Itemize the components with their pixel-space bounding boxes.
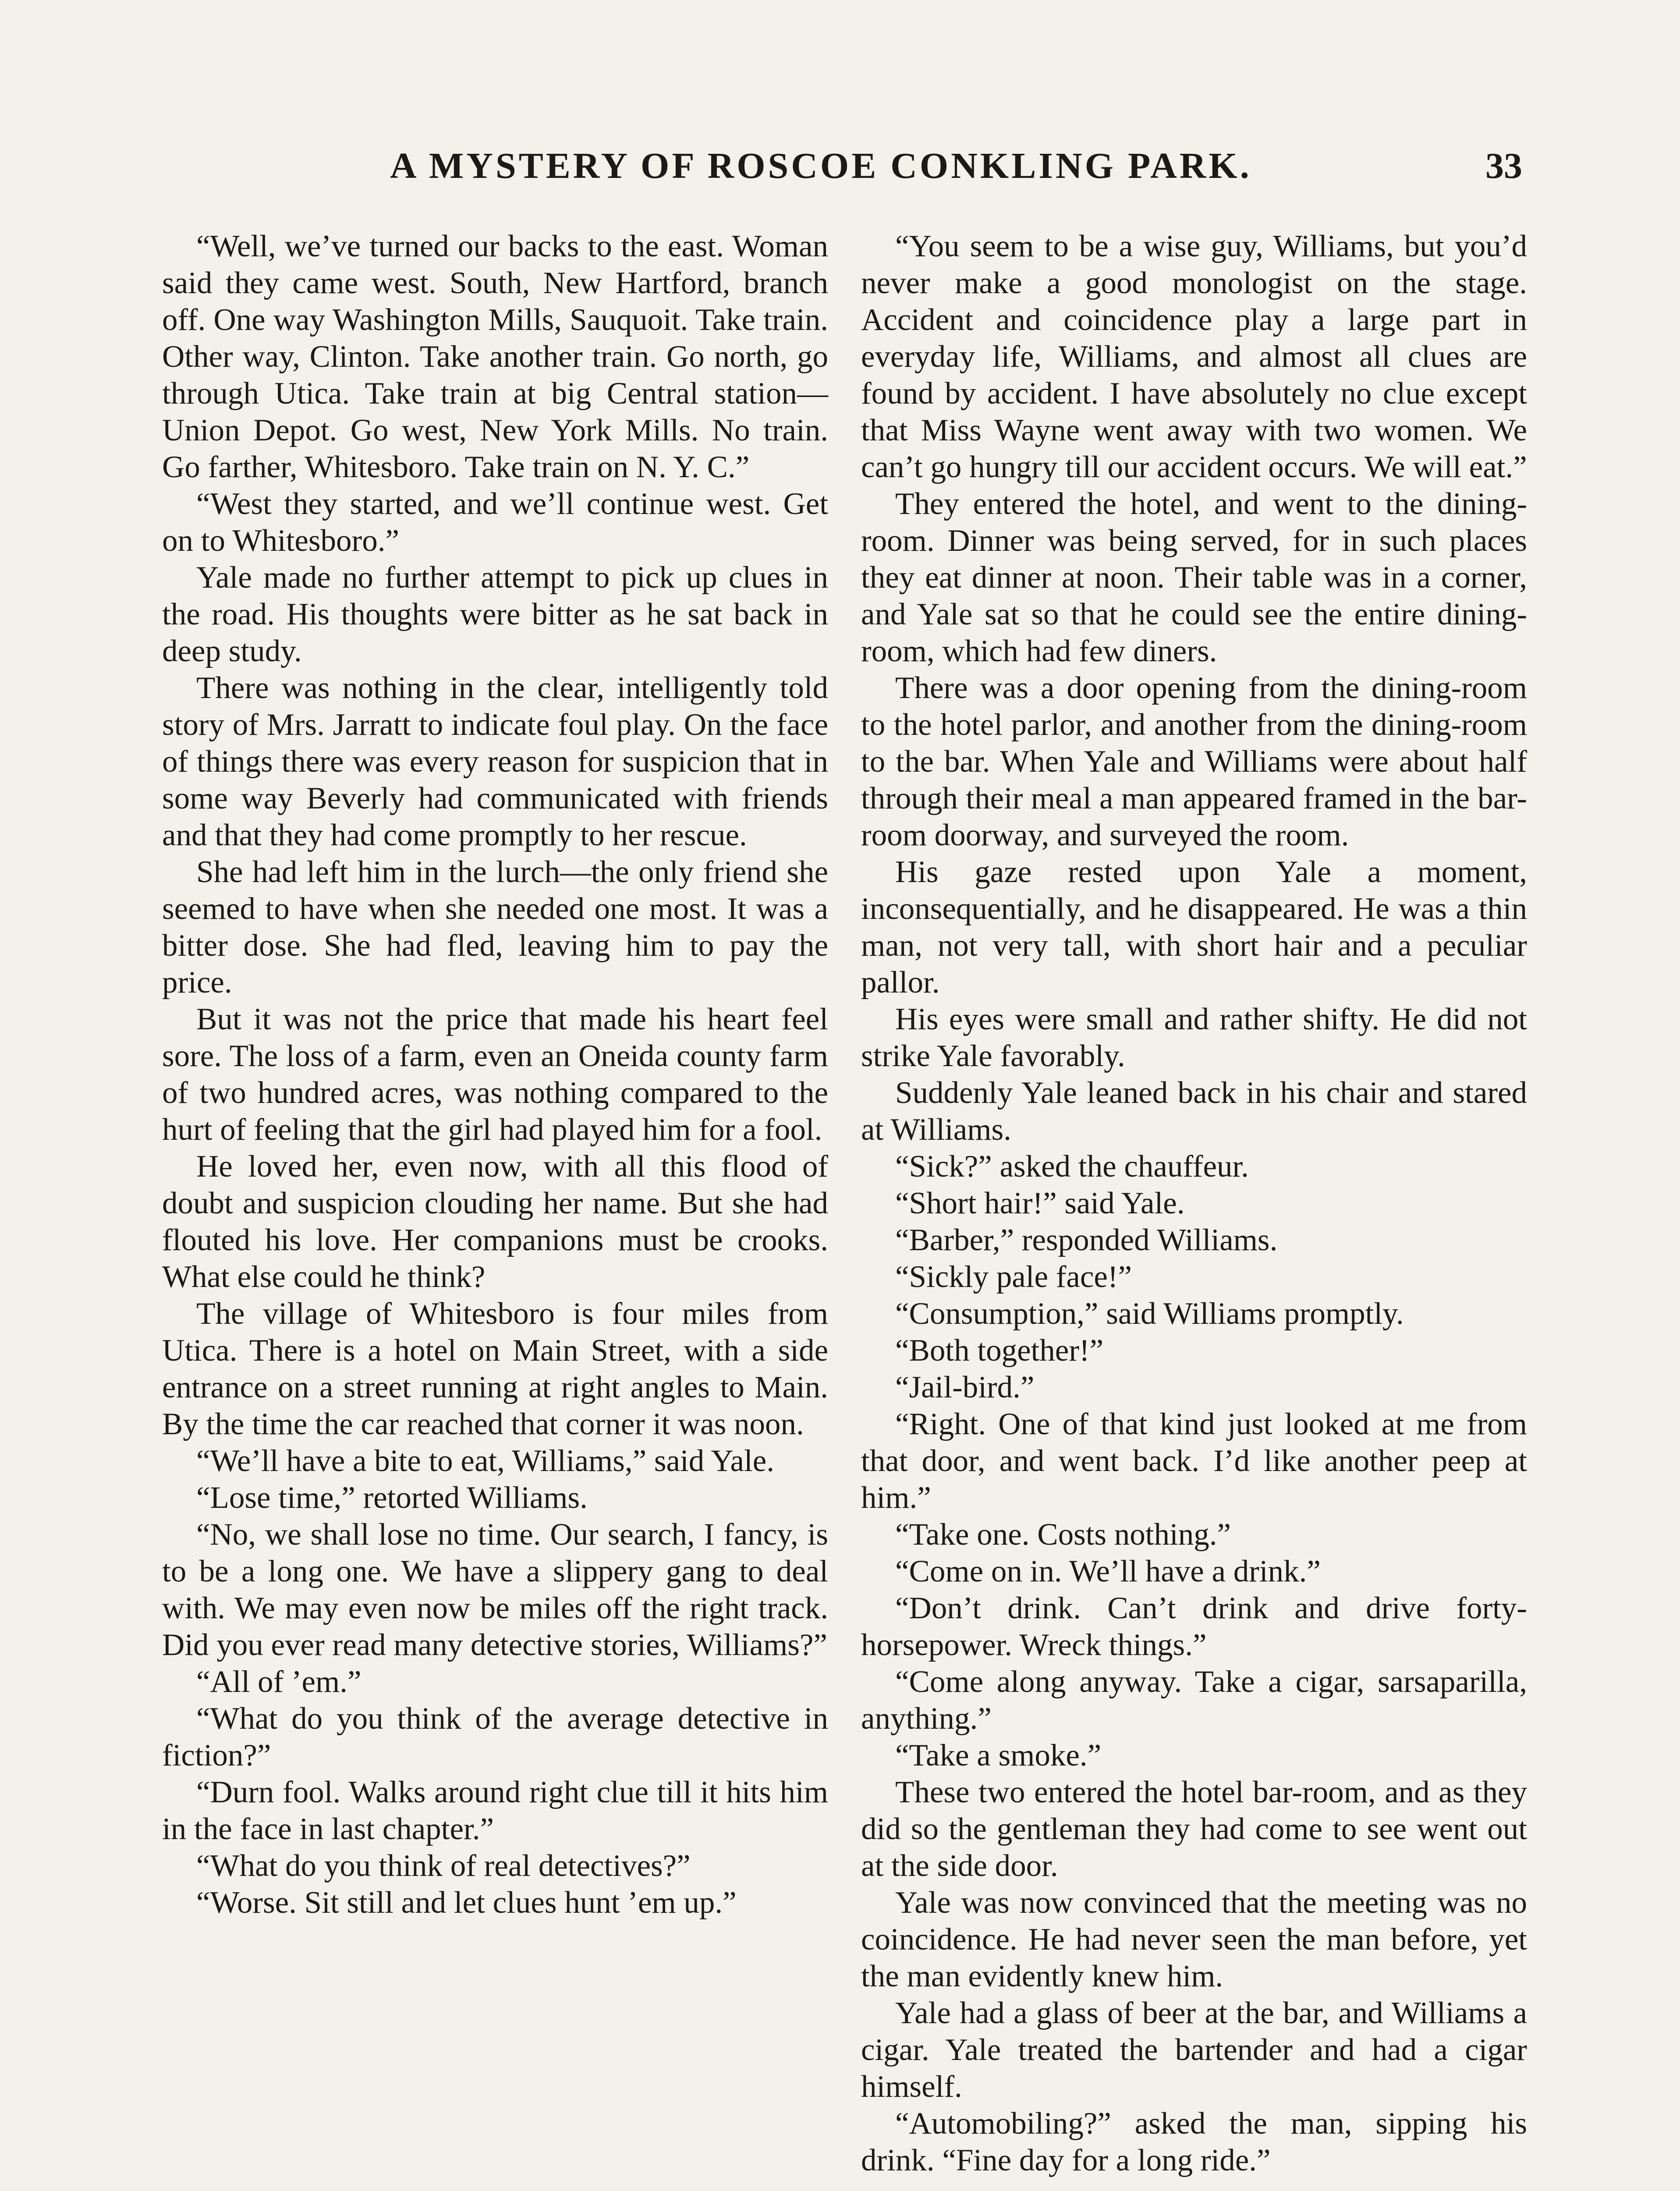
paragraph: “Right. One of that kind just looked at me from that door, and went back. I’d like another peep at him.” <box>861 1407 1527 1515</box>
paragraph: “Jail-bird.” <box>895 1370 1035 1404</box>
paragraph: “Sick?” asked the chauffeur. <box>895 1149 1249 1184</box>
paragraph: Yale was now convinced that the meeting was no coincidence. He had never seen the man before, yet the man evidently knew him. <box>861 1886 1527 1993</box>
paragraph: “Sickly pale face!” <box>895 1260 1132 1294</box>
paragraph: “No, we shall lose no time. Our search, I fancy, is to be a long one. We have a slippery gang to deal with. We may even now be miles off the right track. Did you ever read many detective stories, Williams?” <box>162 1517 828 1662</box>
paragraph: “What do you think of real detectives?” <box>196 1849 691 1883</box>
paragraph: “Well, we’ve turned our backs to the east. Woman said they came west. South, New Hartford, branch off. One way Washington Mills, Sauquoit. Take train. Other way, Clinton. Take another train. Go north, go through Utica. Take train at big Central station—Union Depot. Go west, New York Mills. No train. Go farther, Whitesboro. Take train on N. Y. C.” <box>162 229 828 484</box>
left-text-column <box>162 228 828 1921</box>
paragraph: These two entered the hotel bar-room, and as they did so the gentleman they had come to see went out at the side door. <box>861 1775 1527 1883</box>
paragraph: “Don’t drink. Can’t drink and drive forty-horsepower. Wreck things.” <box>861 1591 1527 1662</box>
paragraph: Yale made no further attempt to pick up clues in the road. His thoughts were bitter as he sat back in deep study. <box>162 560 828 668</box>
paragraph: “All of ’em.” <box>196 1665 362 1699</box>
paragraph: “Both together!” <box>895 1333 1104 1368</box>
paragraph: “West they started, and we’ll continue west. Get on to Whitesboro.” <box>162 487 828 558</box>
paragraph: Suddenly Yale leaned back in his chair and stared at Williams. <box>861 1076 1527 1147</box>
paragraph: “Lose time,” retorted Williams. <box>196 1481 588 1515</box>
paragraph: “What do you think of the average detective in fiction?” <box>162 1702 828 1773</box>
paragraph: “Short hair!” said Yale. <box>895 1186 1185 1220</box>
paragraph: “Take a smoke.” <box>895 1738 1102 1773</box>
paragraph: His gaze rested upon Yale a moment, inconsequentially, and he disappeared. He was a thin man, not very tall, with short hair and a peculiar pallor. <box>861 855 1527 1000</box>
paragraph: He loved her, even now, with all this flood of doubt and suspicion clouding her name. But she had flouted his love. Her companions must be crooks. What else could he think? <box>162 1149 828 1294</box>
paragraph: They entered the hotel, and went to the dining-room. Dinner was being served, for in such places they eat dinner at noon. Their table was in a corner, and Yale sat so that he could see the entire dining-room, which had few diners. <box>861 487 1527 668</box>
paragraph: “Come on in. We’ll have a drink.” <box>895 1554 1321 1588</box>
paragraph: But it was not the price that made his heart feel sore. The loss of a farm, even an Oneida county farm of two hundred acres, was nothing compared to the hurt of feeling that the girl had played him for a fool. <box>162 1002 828 1147</box>
paragraph: There was a door opening from the dining-room to the hotel parlor, and another from the dining-room to the bar. When Yale and Williams were about half through their meal a man appeared framed in the bar-room doorway, and surveyed the room. <box>861 671 1527 852</box>
paragraph: There was nothing in the clear, intelligently told story of Mrs. Jarratt to indicate foul play. On the face of things there was every reason for suspicion that in some way Beverly had communicated with friends and that they had come promptly to her rescue. <box>162 671 828 852</box>
running-title: A MYSTERY OF ROSCOE CONKLING PARK. <box>390 145 1252 186</box>
paragraph: “Worse. Sit still and let clues hunt ’em up.” <box>196 1886 737 1920</box>
paragraph: The village of Whitesboro is four miles from Utica. There is a hotel on Main Street, with a side entrance on a street running at right angles to Main. By the time the car reached that corner it was noon. <box>162 1297 828 1441</box>
page-number: 33 <box>1485 145 1522 186</box>
paragraph: “Barber,” responded Williams. <box>895 1223 1278 1257</box>
paragraph: “Consumption,” said Williams promptly. <box>895 1297 1404 1331</box>
paragraph: “You seem to be a wise guy, Williams, but you’d never make a good monologist on the stage. Accident and coincidence play a large part in everyday life, Williams, and almost all clues are found by accident. I have absolutely no clue except that Miss Wayne went away with two women. We can’t go hungry till our accident occurs. We will eat.” <box>861 229 1527 484</box>
paragraph: She had left him in the lurch—the only friend she seemed to have when she needed one most. It was a bitter dose. She had fled, leaving him to pay the price. <box>162 855 828 1000</box>
right-text-column <box>861 228 1527 2179</box>
paragraph: “Take one. Costs nothing.” <box>895 1517 1231 1552</box>
paragraph: His eyes were small and rather shifty. He did not strike Yale favorably. <box>861 1002 1527 1073</box>
paragraph: “We’ll have a bite to eat, Williams,” said Yale. <box>196 1444 775 1478</box>
paragraph: “Come along anyway. Take a cigar, sarsaparilla, anything.” <box>861 1665 1527 1736</box>
page-header <box>0 145 1680 197</box>
paragraph: “Automobiling?” asked the man, sipping his drink. “Fine day for a long ride.” <box>861 2106 1527 2177</box>
paragraph: Yale had a glass of beer at the bar, and Williams a cigar. Yale treated the bartender and had a cigar himself. <box>861 1996 1527 2104</box>
paragraph: “Durn fool. Walks around right clue till it hits him in the face in last chapter.” <box>162 1775 828 1846</box>
